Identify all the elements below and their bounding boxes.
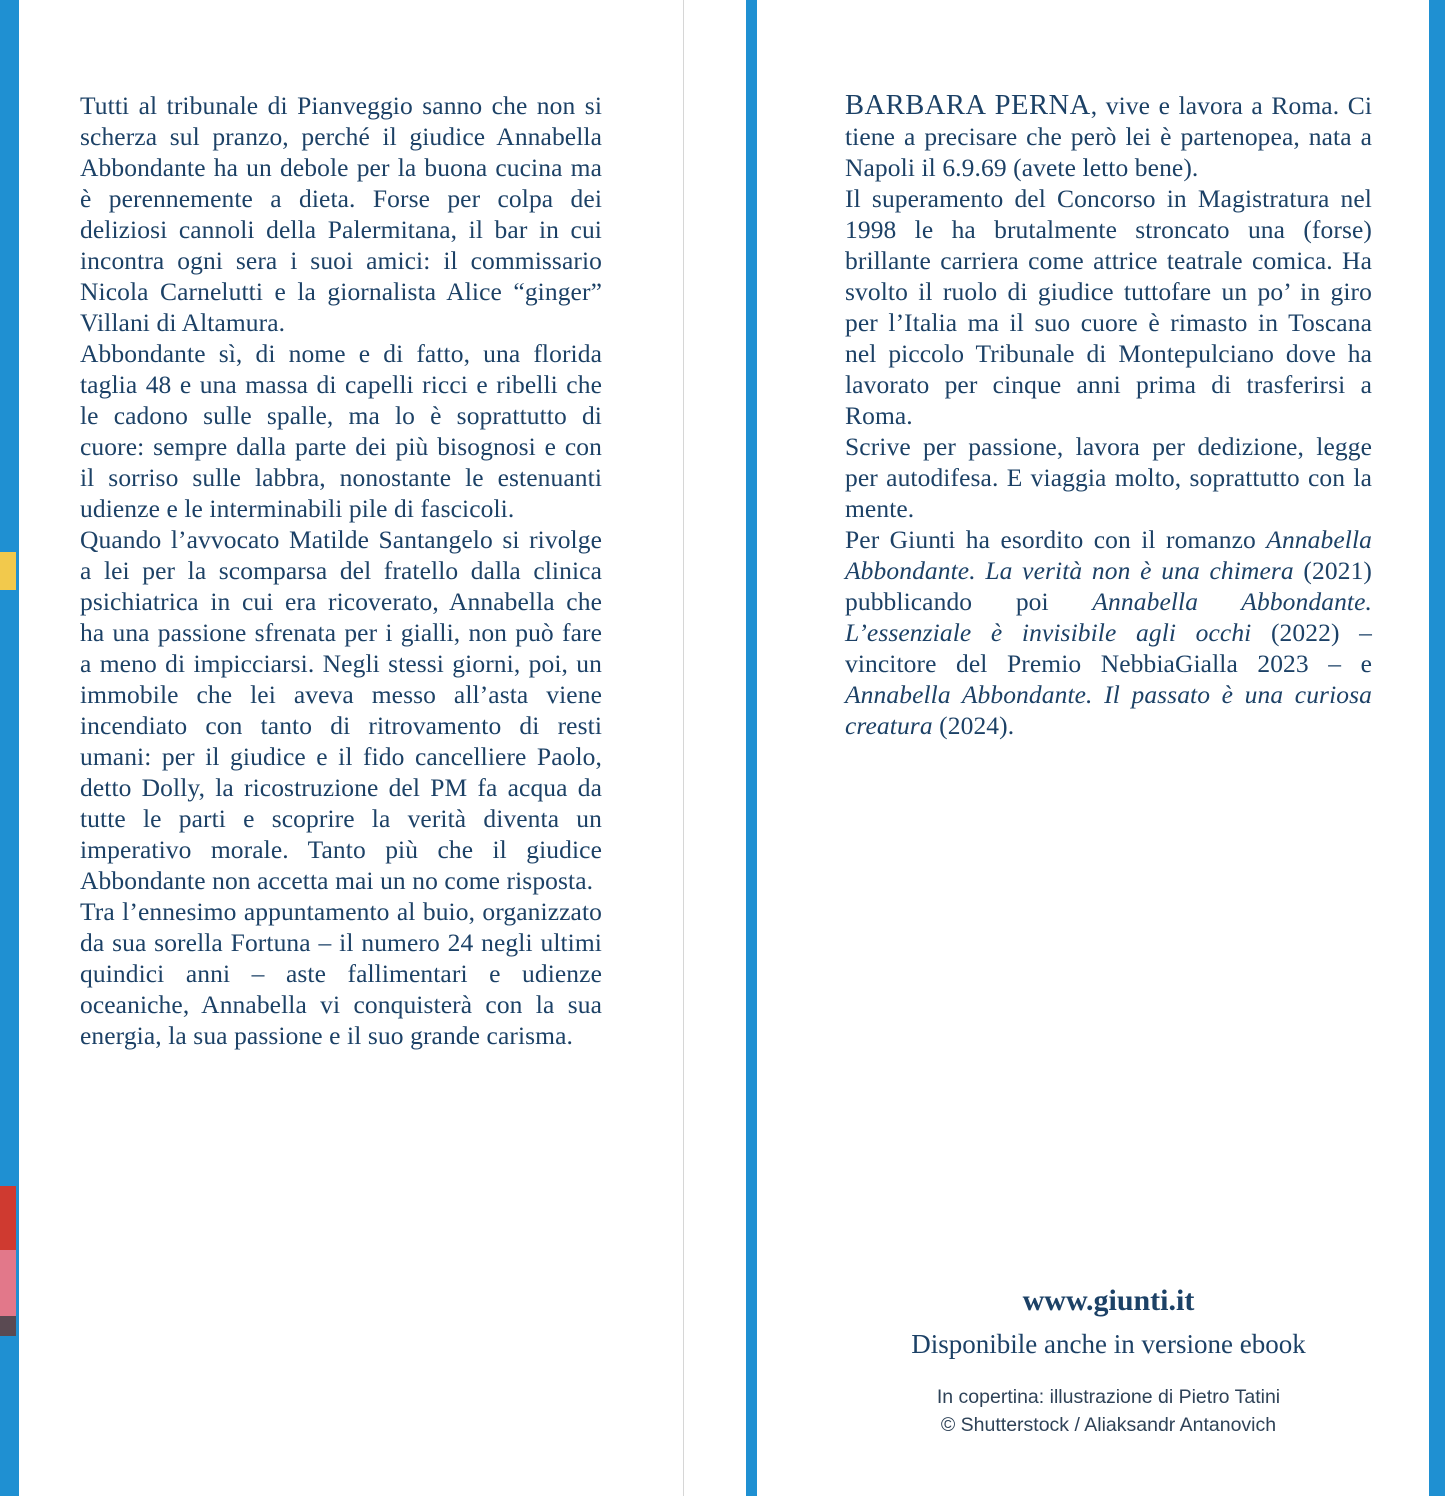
bio-paragraph-1: BARBARA PERNA, vive e lavora a Roma. Ci tiene a precisare che però lei è partenopea, nata a Napoli il 6.9.69 (avete letto bene). <box>845 90 1373 182</box>
bio-paragraph-2: Il superamento del Concorso in Magistratura nel 1998 le ha brutalmente stroncato una (forse) brillante carriera come attrice teatrale comica. Ha svolto il ruolo di giudice tuttofare un po’ in giro per l’Italia ma il suo cuore è rimasto in Toscana nel piccolo Tribunale di Montepulciano dove ha lavorato per cinque anni prima di trasferirsi a Roma. <box>845 184 1372 430</box>
ebook-availability-note: Disponibile anche in versione ebook <box>911 1329 1306 1359</box>
author-bio-text <box>845 90 1372 741</box>
cover-art-fragment <box>0 1316 16 1336</box>
cover-art-fragment <box>0 552 16 590</box>
synopsis-paragraph-4: Tra l’ennesimo appuntamento al buio, organizzato da sua sorella Fortuna – il numero 24 negli ultimi quindici anni – aste fallimentari e udienze oceaniche, Annabella vi conquisterà con la sua energia, la sua passione e il suo grande carisma. <box>80 897 602 1050</box>
synopsis-paragraph-1: Tutti al tribunale di Pianveggio sanno che non si scherza sul pranzo, perché il giudice Annabella Abbondante ha un debole per la buona cucina ma è perennemente a dieta. Forse per colpa dei deliziosi cannoli della Palermitana, il bar in cui incontra ogni sera i suoi amici: il commissario Nicola Carnelutti e la giornalista Alice “ginger” Villani di Altamura. <box>80 91 602 337</box>
cover-credit-line-2: © Shutterstock / Aliaksandr Antanovich <box>940 1414 1277 1436</box>
right-flap <box>757 0 1429 1496</box>
cover-edge-center <box>746 0 757 1496</box>
cover-art-fragment <box>0 1186 16 1250</box>
cover-credit-line-1: In copertina: illustrazione di Pietro Tatini <box>936 1386 1281 1408</box>
cover-credits <box>845 1383 1372 1439</box>
cover-edge-left <box>0 0 19 1496</box>
bio-paragraph-4: Per Giunti ha esordito con il romanzo Annabella Abbondante. La verità non è una chimera (2021) pubblicando poi Annabella Abbondante. L’essenziale è invisibile agli occhi (2022) – vincitore del Premio NebbiaGialla 2023 – e Annabella Abbondante. Il passato è una curiosa creatura (2024). <box>845 525 1373 740</box>
bio-paragraph-3: Scrive per passione, lavora per dedizione, legge per autodifesa. E viaggia molto, soprattutto con la mente. <box>845 432 1372 523</box>
publisher-website: www.giunti.it <box>1022 1284 1195 1317</box>
synopsis-paragraph-3: Quando l’avvocato Matilde Santangelo si rivolge a lei per la scomparsa del fratello dalla clinica psichiatrica in cui era ricoverato, Annabella che ha una passione sfrenata per i gialli, non può fare a meno di impicciarsi. Negli stessi giorni, poi, un immobile che lei aveva messo all’asta viene incendiato con tanto di ritrovamento di resti umani: per il giudice e il fido cancelliere Paolo, detto Dolly, la ricostruzione del PM fa acqua da tutte le parti e scoprire la verità diventa un imperativo morale. Tanto più che il giudice Abbondante non accetta mai un no come risposta. <box>80 525 602 895</box>
synopsis-paragraph-2: Abbondante sì, di nome e di fatto, una florida taglia 48 e una massa di capelli ricci e ribelli che le cadono sulle spalle, ma lo è soprattutto di cuore: sempre dalla parte dei più bisognosi e con il sorriso sulle labbra, nonostante le estenuanti udienze e le interminabili pile di fascicoli. <box>80 339 602 523</box>
synopsis-text <box>80 90 602 1051</box>
left-flap <box>20 0 684 1496</box>
cover-art-fragment <box>0 1250 16 1316</box>
flap-footer <box>845 1283 1372 1439</box>
cover-edge-right <box>1429 0 1445 1496</box>
